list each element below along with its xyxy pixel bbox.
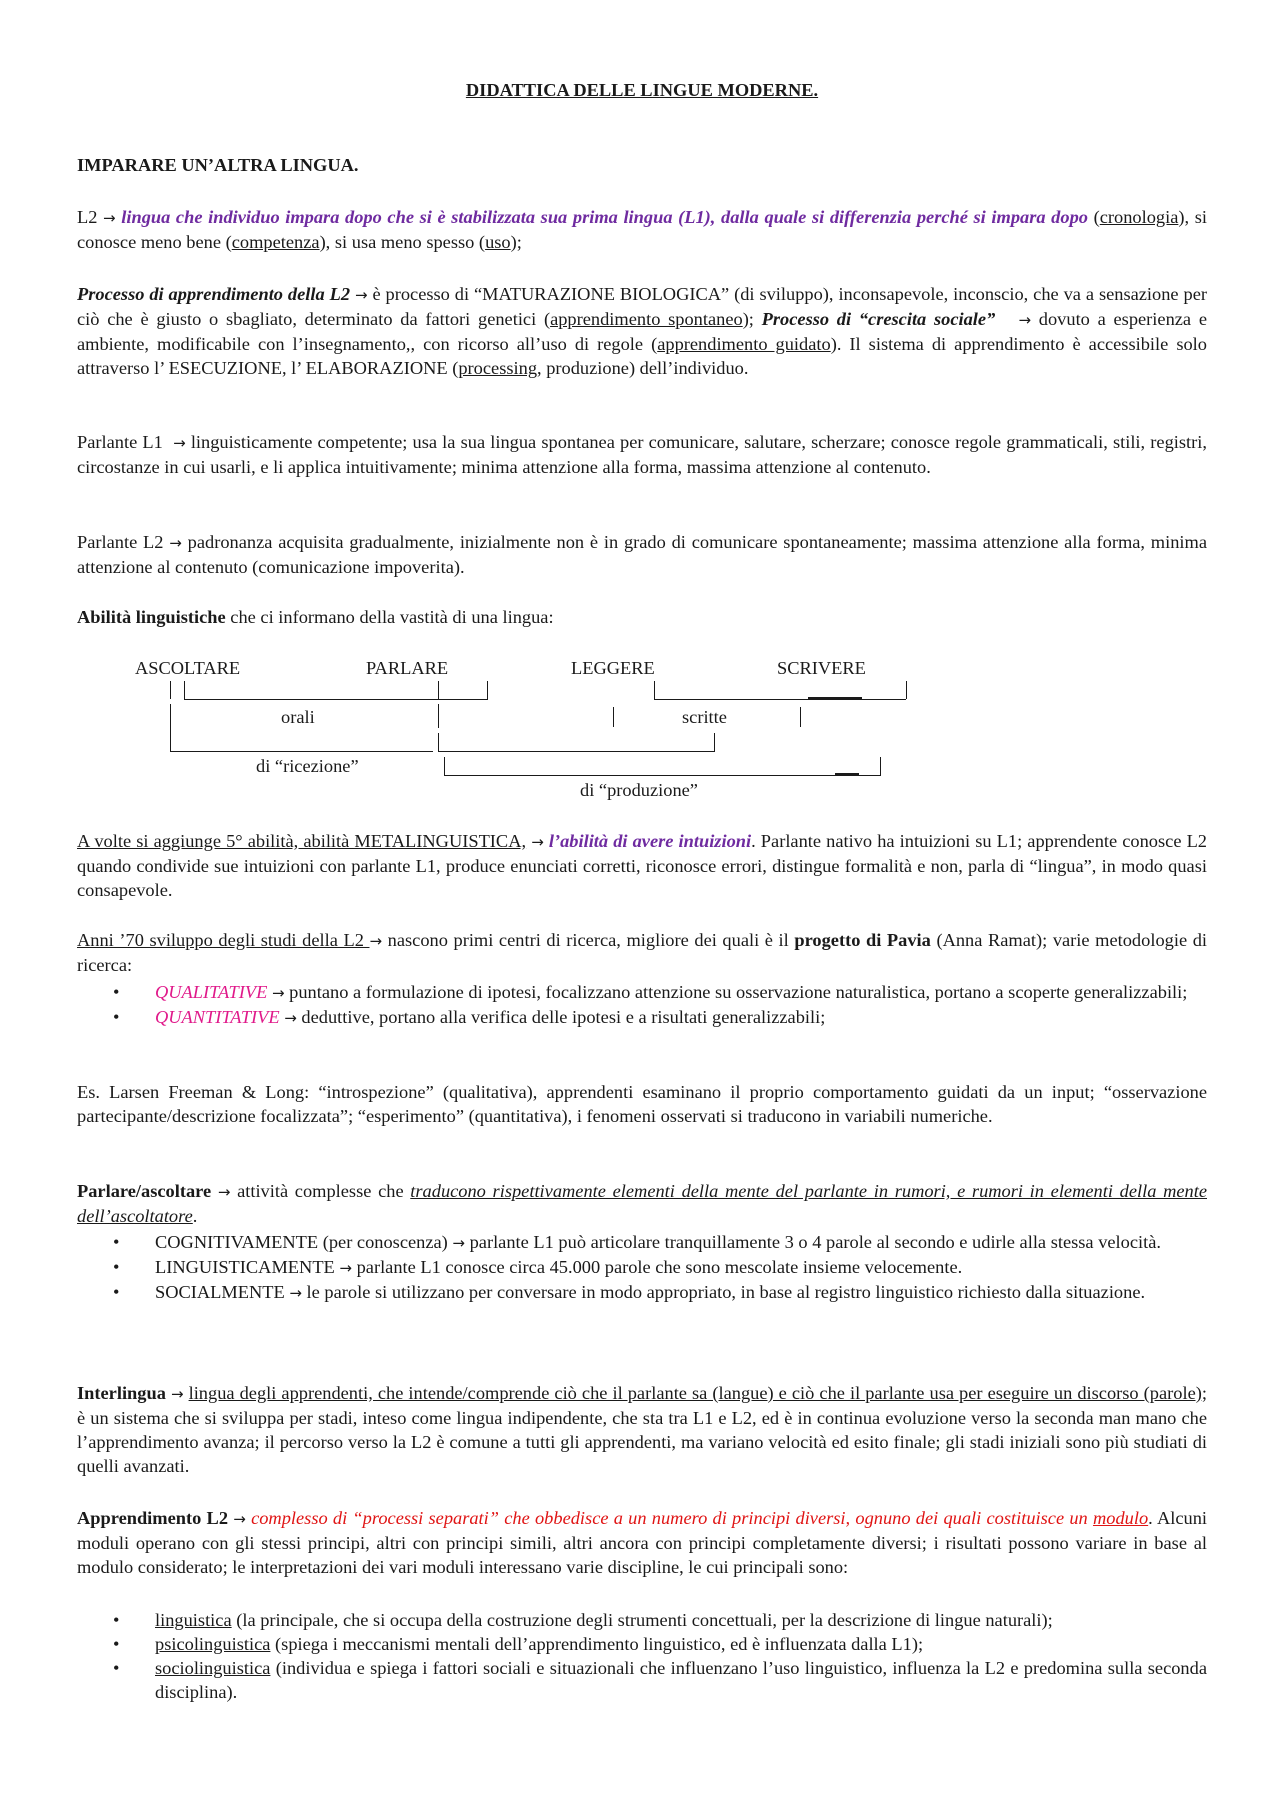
methodology-list bbox=[77, 980, 1207, 1030]
diagram-line bbox=[906, 681, 907, 699]
bullet-icon: • bbox=[113, 1282, 120, 1302]
diagram-line bbox=[880, 757, 881, 776]
larsen-paragraph: Es. Larsen Freeman & Long: “introspezione” (qualitativa), apprendenti esaminano il proprio comportamento guidati da un input; “osservazione partecipante/descrizione focalizzata”; “esperimento” (quantitativa), i fenomeni osservati si traducono in variabili numeriche. bbox=[77, 1082, 1207, 1126]
label-ricezione: di “ricezione” bbox=[256, 756, 359, 776]
list-item: • psicolinguistica (spiega i meccanismi mentali dell’apprendimento linguistico, ed è influenzata dalla L1); bbox=[113, 1634, 924, 1654]
list-item: • LINGUISTICAMENTE → parlante L1 conosce circa 45.000 parole che sono mescolate insieme velocemente. bbox=[113, 1257, 963, 1277]
bullet-icon: • bbox=[113, 1634, 120, 1654]
apprendimento-paragraph: Apprendimento L2 → complesso di “processi separati” che obbedisce a un numero di principi diversi, ognuno dei quali costituisce un modulo. Alcuni moduli operano con gli stessi principi, altri con principi simili, altri ancora con principi completamente diversi; i risultati possono variare in base al modulo considerato; le interpretazioni dei vari moduli interessano varie discipline, le cui principali sono: bbox=[77, 1508, 1208, 1577]
arrow-icon: → bbox=[170, 1385, 184, 1403]
diagram-line bbox=[438, 751, 715, 752]
abilita-paragraph: Abilità linguistiche che ci informano della vastità di una lingua: bbox=[77, 607, 554, 627]
arrow-icon: → bbox=[173, 434, 186, 452]
anni70-paragraph: Anni ’70 sviluppo degli studi della L2 → nascono primi centri di ricerca, migliore dei quali è il progetto di Pavia (Anna Ramat); varie metodologie di ricerca: bbox=[77, 930, 1207, 975]
label-scritte: scritte bbox=[682, 707, 727, 727]
document-title: DIDATTICA DELLE LINGUE MODERNE. bbox=[465, 80, 819, 100]
skill-scrivere: SCRIVERE bbox=[777, 658, 866, 678]
abilities-list bbox=[77, 1230, 1207, 1305]
skill-ascoltare: ASCOLTARE bbox=[135, 658, 241, 678]
diagram-line bbox=[487, 681, 488, 699]
diagram-line bbox=[835, 773, 859, 775]
parlante-l2-paragraph: Parlante L2 → padronanza acquisita gradualmente, inizialmente non è in grado di comunicare spontaneamente; massima attenzione alla forma, minima attenzione al contenuto (comunicazione impoverita). bbox=[77, 532, 1207, 577]
arrow-icon: → bbox=[271, 984, 285, 1002]
bullet-icon: • bbox=[113, 1257, 120, 1277]
diagram-line bbox=[438, 681, 439, 699]
disciplines-list bbox=[77, 1608, 1207, 1704]
arrow-icon: → bbox=[233, 1510, 246, 1528]
diagram-line bbox=[714, 733, 715, 752]
diagram-line bbox=[444, 757, 445, 776]
label-produzione: di “produzione” bbox=[580, 780, 698, 800]
diagram-line bbox=[808, 697, 862, 699]
bullet-icon: • bbox=[113, 982, 120, 1002]
list-item: • QUANTITATIVE → deduttive, portano alla verifica delle ipotesi e a risultati generalizzabili; bbox=[113, 1007, 826, 1027]
diagram-line bbox=[170, 704, 171, 752]
bullet-icon: • bbox=[113, 1232, 120, 1252]
list-item: • sociolinguistica (individua e spiega i fattori sociali e situazionali che influenzano l’uso linguistico, influenza la L2 e predomina sulla seconda disciplina). bbox=[113, 1658, 1207, 1702]
diagram-line bbox=[438, 704, 439, 728]
arrow-icon: → bbox=[354, 286, 368, 304]
arrow-icon: → bbox=[339, 1259, 352, 1277]
skill-parlare: PARLARE bbox=[366, 658, 449, 678]
processo-paragraph: Processo di apprendimento della L2 → è processo di “MATURAZIONE BIOLOGICA” (di sviluppo), inconsapevole, inconscio, che va a sensazione per ciò che è giusto o sbagliato, determinato da fattori genetici (apprendimento spontaneo); Processo di “crescita sociale” → dovuto a esperienza e ambiente, modificabile con l’insegnamento,, con ricorso all’uso di regole (apprendimento guidato). Il sistema di apprendimento è accessibile solo attraverso l’ ESECUZIONE, l’ ELABORAZIONE (processing, produzione) dell’individuo. bbox=[77, 284, 1207, 378]
arrow-icon: → bbox=[1018, 311, 1032, 329]
list-item: • SOCIALMENTE → le parole si utilizzano per conversare in modo appropriato, in base al registro linguistico richiesto dalla situazione. bbox=[113, 1282, 1146, 1302]
diagram-line bbox=[654, 681, 655, 699]
diagram-line bbox=[170, 681, 171, 699]
diagram-line bbox=[170, 751, 433, 752]
bullet-icon: • bbox=[113, 1658, 120, 1678]
diagram-line bbox=[184, 681, 185, 699]
diagram-line bbox=[800, 707, 801, 727]
list-item: • COGNITIVAMENTE (per conoscenza) → parlante L1 può articolare tranquillamente 3 o 4 parole al secondo e udirle alla stessa velocità. bbox=[113, 1232, 1161, 1252]
diagram-line bbox=[613, 707, 614, 727]
diagram-line bbox=[654, 699, 906, 700]
bullet-icon: • bbox=[113, 1007, 120, 1027]
diagram-line bbox=[438, 733, 439, 752]
parlare-ascoltare-paragraph: Parlare/ascoltare → attività complesse che traducono rispettivamente elementi della mente del parlante in rumori, e rumori in elementi della mente dell’ascoltatore. bbox=[77, 1181, 1207, 1226]
arrow-icon: → bbox=[103, 209, 116, 227]
skill-leggere: LEGGERE bbox=[571, 658, 655, 678]
arrow-icon: → bbox=[169, 534, 182, 552]
label-orali: orali bbox=[281, 707, 315, 727]
arrow-icon: → bbox=[531, 833, 544, 851]
bullet-icon: • bbox=[113, 1610, 120, 1630]
parlante-l1-paragraph: Parlante L1 → linguisticamente competente; usa la sua lingua spontanea per comunicare, salutare, scherzare; conosce regole grammaticali, stili, registri, circostanze in cui usarli, e li applica intuitivamente; minima attenzione alla forma, massima attenzione al contenuto. bbox=[77, 432, 1207, 477]
list-item: • QUALITATIVE → puntano a formulazione di ipotesi, focalizzano attenzione su osservazione naturalistica, portano a scoperte generalizzabili; bbox=[113, 982, 1188, 1002]
diagram-line bbox=[444, 775, 880, 776]
interlingua-paragraph: Interlingua → lingua degli apprendenti, che intende/comprende ciò che il parlante sa (langue) e ciò che il parlante usa per eseguire un discorso (parole); è un sistema che si sviluppa per stadi, inteso come lingua indipendente, che sta tra L1 e L2, ed è in continua evoluzione verso la seconda man mano che l’apprendimento avanza; il percorso verso la L2 è comune a tutti gli apprendenti, ma variano velocità ed esito finale; gli stadi iniziali sono più studiati di quelli avanzati. bbox=[77, 1383, 1207, 1476]
l2-definition: L2 → lingua che individuo impara dopo che si è stabilizzata sua prima lingua (L1), dalla quale si differenzia perché si impara dopo (cronologia), si conosce meno bene (competenza), si usa meno spesso (uso); bbox=[77, 207, 1207, 252]
list-item: • linguistica (la principale, che si occupa della costruzione degli strumenti concettuali, per la descrizione di lingue naturali); bbox=[113, 1610, 1053, 1630]
arrow-icon: → bbox=[289, 1284, 302, 1302]
section-heading: IMPARARE UN’ALTRA LINGUA. bbox=[77, 155, 359, 175]
metalinguistica-paragraph: A volte si aggiunge 5° abilità, abilità METALINGUISTICA, → l’abilità di avere intuizioni. Parlante nativo ha intuizioni su L1; apprendente conosce L2 quando condivide sue intuizioni con parlante L1, produce enunciati corretti, riconosce errori, distingue formalità e non, parla di “lingua”, in modo quasi consapevole. bbox=[77, 831, 1207, 900]
arrow-icon: → bbox=[217, 1183, 231, 1201]
diagram-line bbox=[184, 699, 488, 700]
arrow-icon: → bbox=[369, 932, 383, 950]
arrow-icon: → bbox=[452, 1234, 465, 1252]
arrow-icon: → bbox=[284, 1009, 297, 1027]
